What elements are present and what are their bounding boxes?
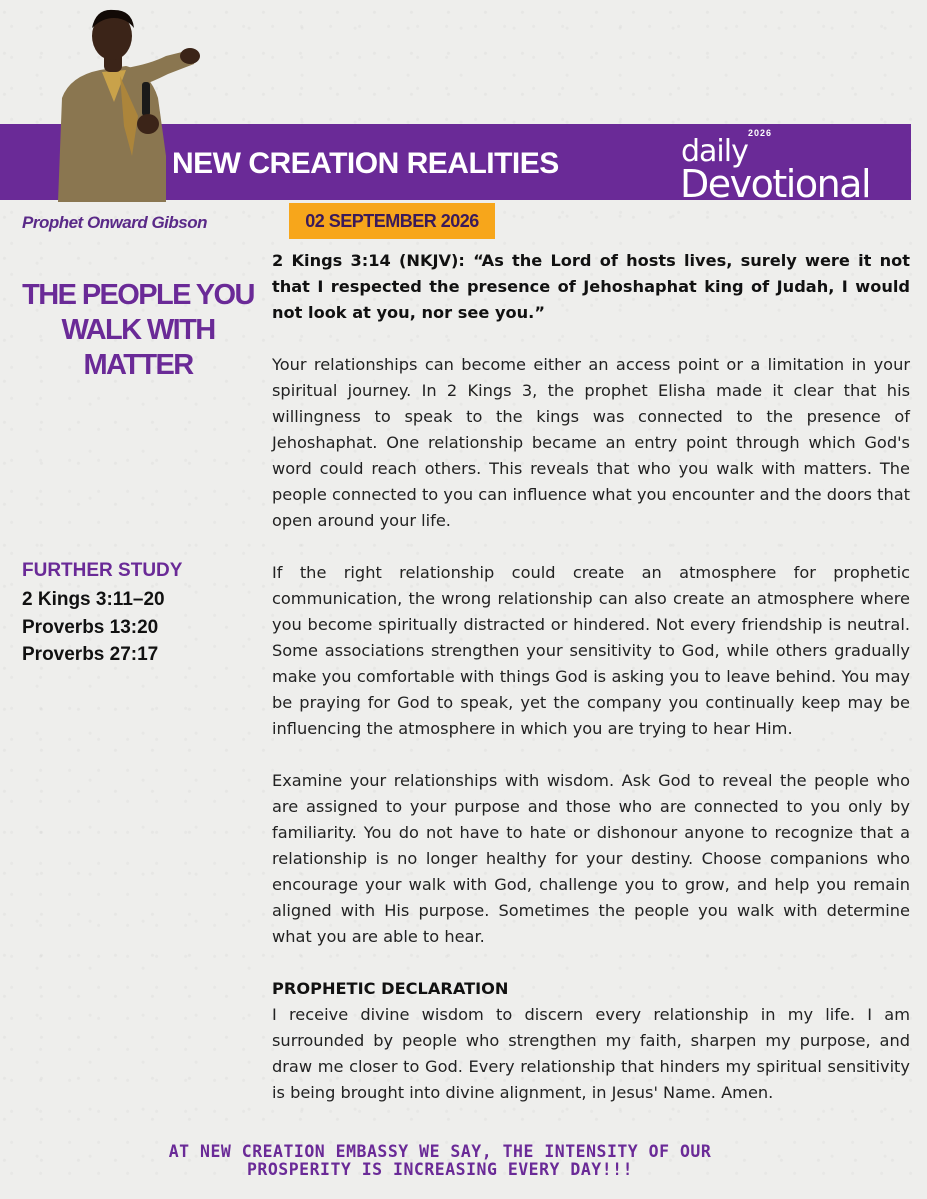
brand-daily: daily bbox=[681, 134, 748, 169]
further-study-ref: Proverbs 13:20 bbox=[22, 616, 159, 638]
further-study-heading: FURTHER STUDY bbox=[22, 560, 183, 581]
further-study-list bbox=[22, 586, 165, 669]
body-paragraph: Your relationships can become either an access point or a limitation in your spiritual journey. In 2 Kings 3, the prophet Elisha made it clear that his willingness to speak to the kings was connected to the presence of Jehoshaphat. One relationship became an entry point through which God's word could reach others. This reveals that who you walk with matters. The people connected to you can influence what you encounter and the doors that open around your life. bbox=[272, 355, 910, 530]
brand-devotional: Devotional bbox=[680, 162, 871, 206]
footer-line: AT NEW CREATION EMBASSY WE SAY, THE INTENSITY OF OUR bbox=[168, 1142, 712, 1161]
body-paragraph: Examine your relationships with wisdom. Ask God to reveal the people who are assigned to your purpose and those who are connected to you only by familiarity. You do not have to hate or dishonour anyone to recognize that a relationship is no longer healthy for your destiny. Choose companions who encourage your walk with God, challenge you to grow, and help you remain aligned with His purpose. Sometimes the people you walk with determine what you are able to hear. bbox=[272, 771, 910, 946]
body-paragraph: If the right relationship could create an atmosphere for prophetic communication, the wrong relationship can also create an atmosphere where you become spiritually distracted or hindered. Not every friendship is neutral. Some associations strengthen your sensitivity to God, while others gradually make you comfortable with things God is asking you to leave behind. You may be praying for God to speak, yet the company you continually keep may be influencing the atmosphere in which you are trying to hear Him. bbox=[272, 563, 910, 738]
footer-slogan bbox=[40, 1143, 840, 1179]
devotional-title: THE PEOPLE YOU WALK WITH MATTER bbox=[22, 279, 254, 381]
banner-title: NEW CREATION REALITIES bbox=[172, 147, 559, 180]
further-study-ref: 2 Kings 3:11–20 bbox=[22, 589, 165, 610]
date-badge bbox=[289, 203, 495, 239]
footer-line: PROSPERITY IS INCREASING EVERY DAY!!! bbox=[246, 1160, 634, 1179]
declaration-heading: PROPHETIC DECLARATION bbox=[272, 979, 509, 998]
devotional-body bbox=[272, 248, 910, 1132]
date-text: 02 SEPTEMBER 2026 bbox=[305, 210, 479, 231]
declaration-text: I receive divine wisdom to discern every relationship in my life. I am surrounded by people who strengthen my faith, sharpen my purpose, and draw me closer to God. Every relationship that hinders my spiritual sensitivity is being brought into divine alignment, in Jesus' Name. Amen. bbox=[272, 1005, 910, 1102]
further-study-ref: Proverbs 27:17 bbox=[22, 644, 159, 665]
author-name: Prophet Onward Gibson bbox=[22, 213, 208, 232]
scripture-quote: 2 Kings 3:14 (NKJV): “As the Lord of hosts lives, surely were it not that I respected the presence of Jehoshaphat king of Judah, I would not look at you, nor see you.” bbox=[272, 251, 910, 322]
brand-year: 2026 bbox=[748, 128, 773, 138]
